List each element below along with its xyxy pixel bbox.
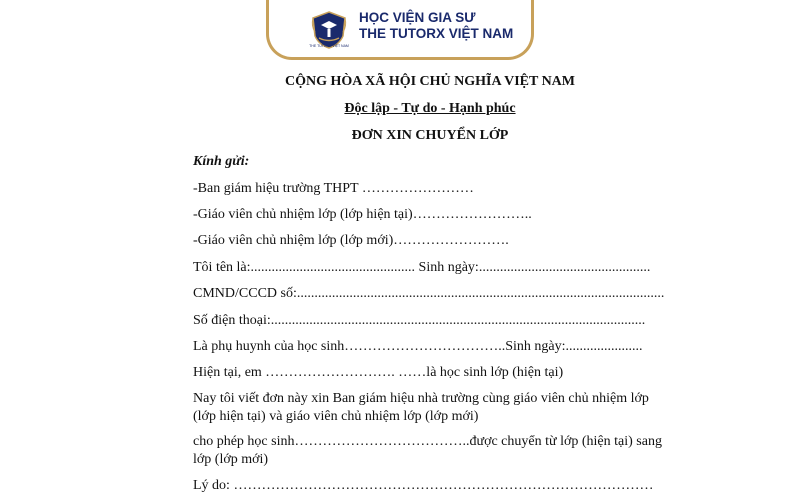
- brand-name: [359, 10, 513, 42]
- salutation: Kính gửi:: [193, 154, 250, 169]
- phone-number-line: Số điện thoại:...........................................................................................................: [193, 313, 646, 328]
- recipient-line-2: -Giáo viên chủ nhiệm lớp (lớp hiện tại)……………………..: [193, 207, 532, 222]
- reason-line: Lý do: ………………………………………………………………………………: [193, 478, 654, 493]
- name-birthdate-line: Tôi tên là:............................................... Sinh ngày:.................................................: [193, 260, 651, 275]
- brand-name-line-1: HỌC VIỆN GIA SƯ: [359, 10, 476, 25]
- recipient-line-3: -Giáo viên chủ nhiệm lớp (lớp mới)…………………….: [193, 233, 509, 248]
- request-line-2: (lớp hiện tại) và giáo viên chủ nhiệm lớp (lớp mới): [193, 409, 479, 424]
- logo-caption: THE TUTORX VIỆT NAM: [309, 44, 349, 48]
- motto-heading: Độc lập - Tự do - Hạnh phúc: [344, 101, 516, 116]
- parent-of-student-line: Là phụ huynh của học sinh……………………………..Sinh ngày:......................: [193, 339, 643, 354]
- id-number-line: CMND/CCCD số:.........................................................................................................: [193, 286, 665, 301]
- brand-name-line-2: THE TUTORX VIỆT NAM: [359, 26, 514, 41]
- document-title: ĐƠN XIN CHUYỂN LỚP: [351, 128, 509, 143]
- permission-line-2: lớp (lớp mới): [193, 452, 269, 467]
- permission-line-1: cho phép học sinh………………………………..được chuyển từ lớp (hiện tại) sang: [193, 434, 662, 449]
- nation-heading: CỘNG HÒA XÃ HỘI CHỦ NGHĨA VIỆT NAM: [284, 74, 575, 89]
- request-line-1: Nay tôi viết đơn này xin Ban giám hiệu nhà trường cùng giáo viên chủ nhiệm lớp: [193, 391, 649, 406]
- current-class-line: Hiện tại, em ………………………. ……là học sinh lớp (hiện tại): [193, 365, 564, 380]
- recipient-line-1: -Ban giám hiệu trường THPT ……………………: [193, 181, 474, 196]
- brand-banner: [266, 0, 534, 60]
